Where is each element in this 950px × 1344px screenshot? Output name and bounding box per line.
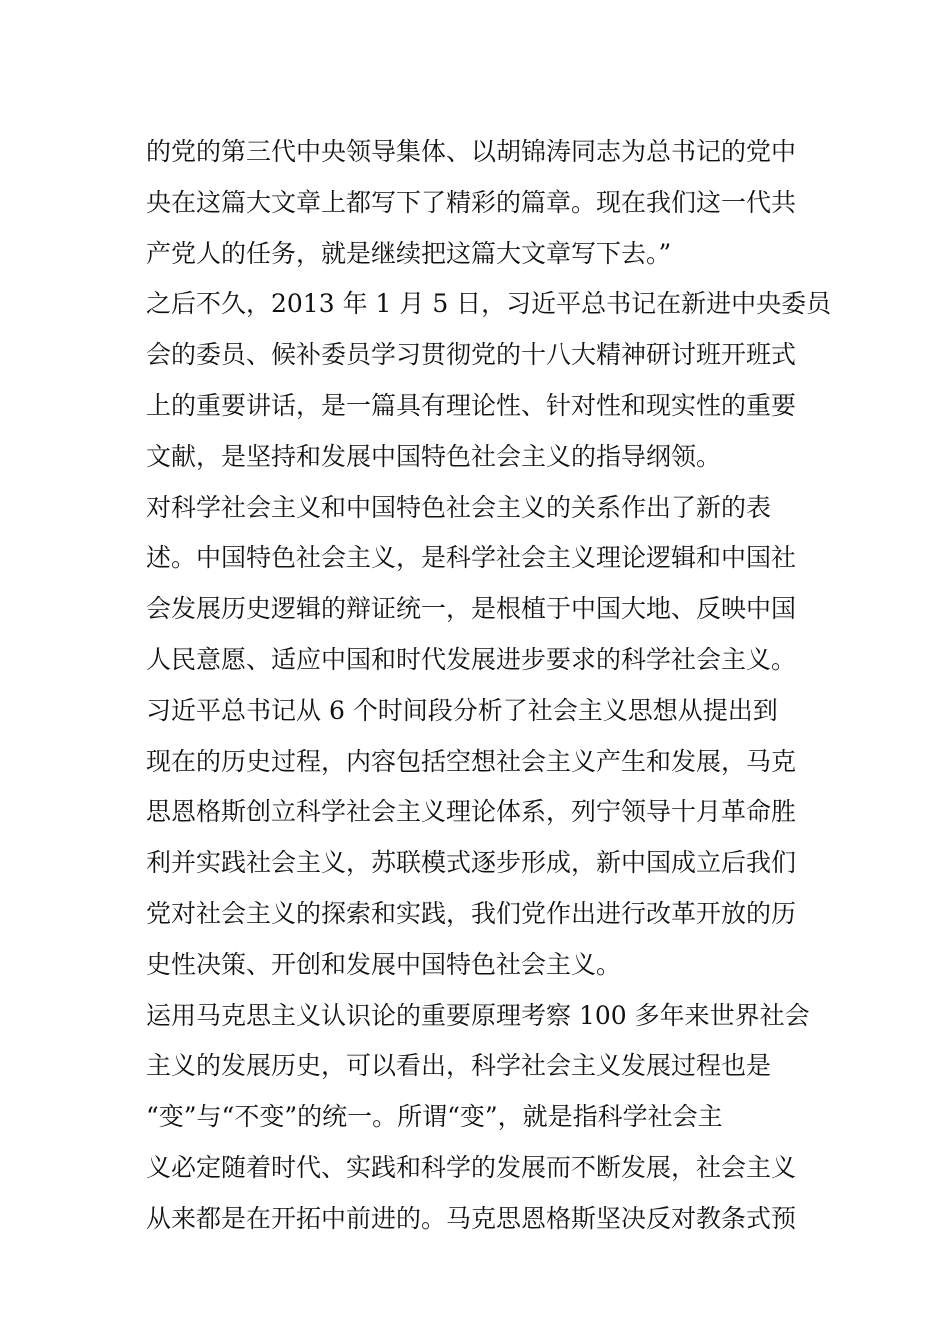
- text-line: 人民意愿、适应中国和时代发展进步要求的科学社会主义。: [146, 644, 797, 674]
- text-line: 利并实践社会主义，苏联模式逐步形成，新中国成立后我们: [146, 848, 797, 878]
- text-line: 会发展历史逻辑的辩证统一，是根植于中国大地、反映中国: [146, 594, 797, 624]
- text-line: 主义的发展历史，可以看出，科学社会主义发展过程也是: [146, 1051, 772, 1081]
- text-line: 产党人的任务，就是继续把这篇大文章写下去。”: [146, 238, 672, 268]
- text-line: 党对社会主义的探索和实践，我们党作出进行改革开放的历: [146, 898, 797, 928]
- text-line: 对科学社会主义和中国特色社会主义的关系作出了新的表: [146, 492, 772, 522]
- text-line: 述。中国特色社会主义，是科学社会主义理论逻辑和中国社: [146, 543, 797, 573]
- text-line: 思恩格斯创立科学社会主义理论体系，列宁领导十月革命胜: [146, 797, 797, 827]
- text-line: 现在的历史过程，内容包括空想社会主义产生和发展，马克: [146, 746, 797, 776]
- text-line: 习近平总书记从 6 个时间段分析了社会主义思想从提出到: [146, 695, 778, 725]
- text-line: 央在这篇大文章上都写下了精彩的篇章。现在我们这一代共: [146, 187, 797, 217]
- text-line: 的党的第三代中央领导集体、以胡锦涛同志为总书记的党中: [146, 137, 797, 166]
- text-line: 从来都是在开拓中前进的。马克思恩格斯坚决反对教条式预: [146, 1203, 797, 1233]
- text-line: “变”与“不变”的统一。所谓“变”，就是指科学社会主: [146, 1102, 723, 1132]
- text-line: 运用马克思主义认识论的重要原理考察 100 多年来世界社会: [146, 1000, 810, 1030]
- text-line: 义必定随着时代、实践和科学的发展而不断发展，社会主义: [146, 1152, 797, 1182]
- text-line: 会的委员、候补委员学习贯彻党的十八大精神研讨班开班式: [146, 340, 797, 370]
- text-line: 史性决策、开创和发展中国特色社会主义。: [146, 949, 622, 979]
- text-line: 文献，是坚持和发展中国特色社会主义的指导纲领。: [146, 441, 722, 471]
- text-line: 上的重要讲话，是一篇具有理论性、针对性和现实性的重要: [146, 390, 797, 420]
- text-line: 之后不久，2013 年 1 月 5 日，习近平总书记在新进中央委员: [146, 289, 832, 319]
- body-text: [146, 127, 832, 1245]
